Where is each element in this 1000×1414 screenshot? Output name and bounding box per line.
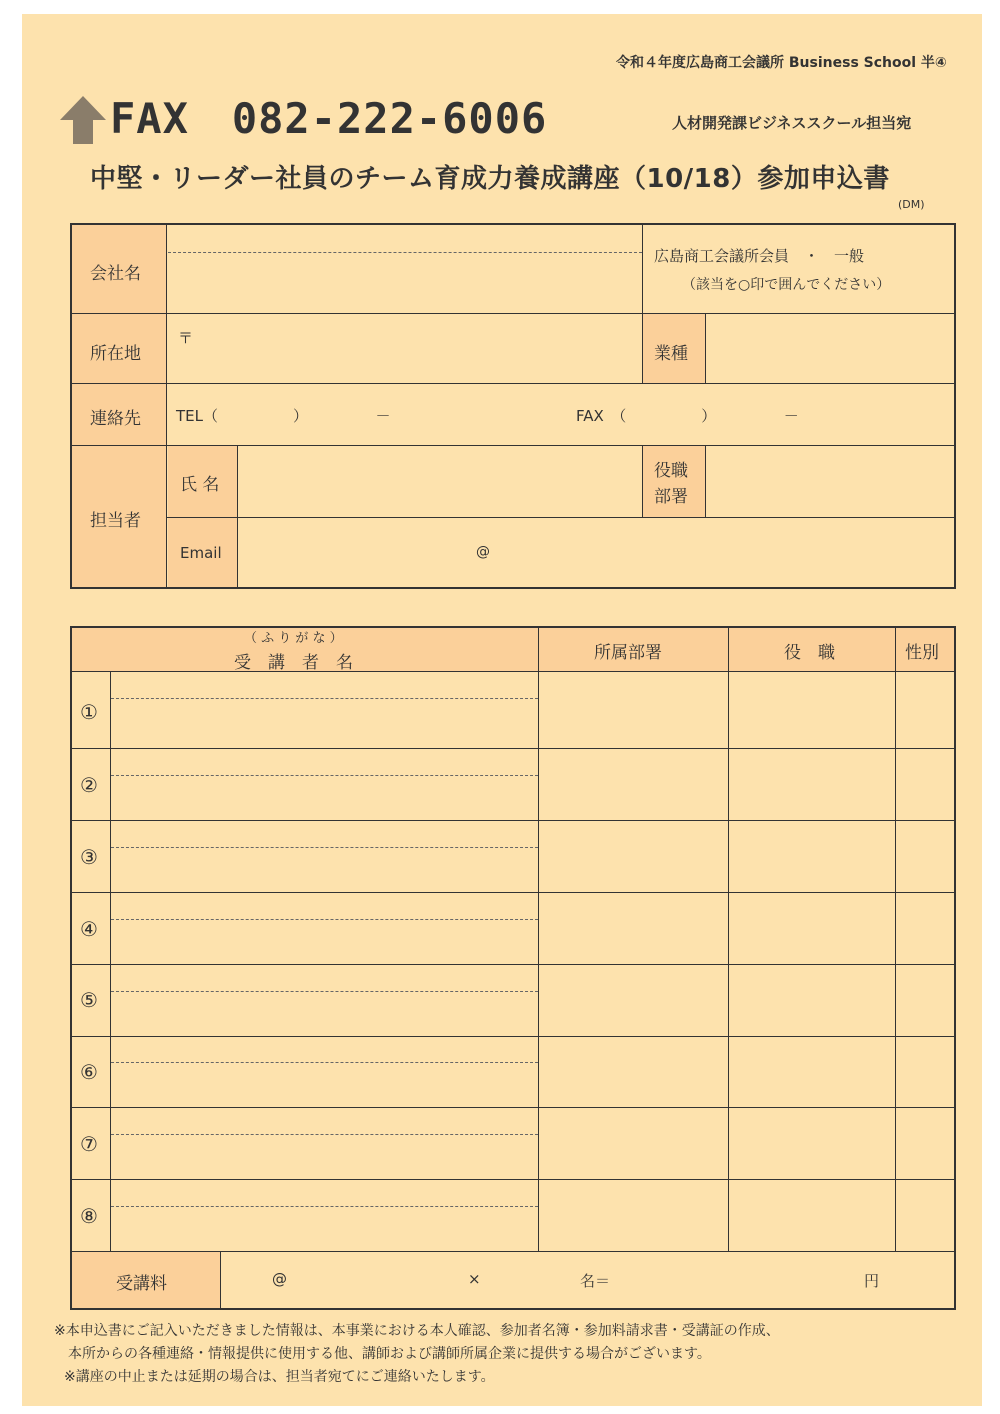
- fee-persons: 名＝: [580, 1272, 611, 1290]
- row-number: ②: [80, 773, 98, 797]
- footnote-privacy-cont: 本所からの各種連絡・情報提供に使用する他、講師および講師所属企業に提供する場合がございます。: [68, 1346, 711, 1362]
- row-number: ④: [80, 917, 98, 941]
- company-name-label: 会社名: [90, 264, 141, 284]
- postal-mark: 〒: [178, 329, 194, 347]
- name-field[interactable]: [238, 446, 642, 517]
- email-field[interactable]: [238, 518, 954, 587]
- row-number: ⑧: [80, 1204, 98, 1228]
- up-arrow-icon: [58, 94, 108, 146]
- membership-options[interactable]: 広島商工会議所会員 ・ 一般: [654, 247, 865, 265]
- tel-field[interactable]: TEL（ ） －: [176, 407, 391, 425]
- footnote-cancel: ※講座の中止または延期の場合は、担当者宛てにご連絡いたします。: [64, 1369, 495, 1385]
- industry-field[interactable]: [706, 314, 954, 383]
- attendee-name-field[interactable]: [111, 1108, 538, 1179]
- person-in-charge-label: 担当者: [90, 511, 141, 531]
- contact-label: 連絡先: [90, 409, 141, 429]
- fax-number: FAX 082-222-6006: [110, 94, 548, 143]
- department-addressee: 人材開発課ビジネススクール担当宛: [672, 114, 912, 132]
- position-field[interactable]: [706, 446, 954, 517]
- industry-label: 業種: [654, 344, 688, 364]
- position-label: 役職: [654, 461, 688, 481]
- fee-at: @: [272, 1270, 287, 1288]
- attendee-name-field[interactable]: [111, 821, 538, 892]
- fee-yen: 円: [864, 1272, 880, 1290]
- row-number: ⑥: [80, 1060, 98, 1084]
- attendee-name-field[interactable]: [111, 965, 538, 1036]
- email-label: Email: [180, 544, 222, 562]
- membership-hint: （該当を○印で囲んでください）: [682, 277, 891, 293]
- form-title: 中堅・リーダー社員のチーム育成力養成講座（10/18）参加申込書: [90, 164, 890, 194]
- fax-field[interactable]: FAX （ ） －: [576, 407, 799, 425]
- row-number: ③: [80, 845, 98, 869]
- attendee-name-field[interactable]: [111, 672, 538, 748]
- department-label: 部署: [654, 487, 688, 507]
- row-number: ⑤: [80, 988, 98, 1012]
- email-at-mark: @: [476, 544, 490, 560]
- attendee-name-field[interactable]: [111, 1037, 538, 1107]
- row-number: ①: [80, 700, 98, 724]
- attendee-name-field[interactable]: [111, 749, 538, 820]
- fee-field[interactable]: [221, 1252, 954, 1308]
- name-label: 氏 名: [180, 475, 220, 495]
- row-number: ⑦: [80, 1132, 98, 1156]
- fee-label: 受講料: [116, 1274, 167, 1294]
- address-field[interactable]: [168, 314, 642, 383]
- footnote-privacy: ※本申込書にご記入いただきました情報は、本事業における本人確認、参加者名簿・参加料請求書・受講証の作成、: [54, 1323, 780, 1339]
- gender-header: 性別: [905, 643, 939, 663]
- header-note: 令和４年度広島商工会議所 Business School 半④: [616, 55, 947, 71]
- department-header: 所属部署: [594, 643, 662, 663]
- address-label: 所在地: [90, 344, 141, 364]
- position-header: 役 職: [784, 643, 835, 663]
- furigana-label: （ ふ り が な ）: [244, 631, 343, 646]
- attendee-name-field[interactable]: [111, 893, 538, 964]
- code-label: (DM): [898, 198, 925, 211]
- attendee-name-field[interactable]: [111, 1180, 538, 1251]
- company-name-field[interactable]: [168, 253, 642, 313]
- fee-times: ×: [468, 1270, 481, 1288]
- attendee-name-header: 受 講 者 名: [234, 653, 353, 673]
